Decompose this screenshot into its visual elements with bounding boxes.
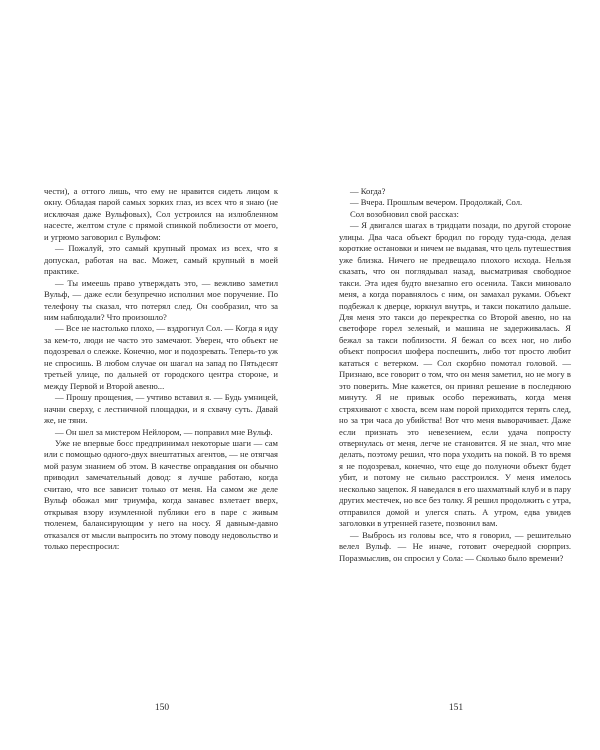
paragraph: Сол возобновил свой рассказ: <box>350 208 459 219</box>
paragraph: — Все не настолько плохо, — вздрогнул Сол. — Когда я иду за кем-то, люди не часто это замечают. Уверен, что объект не подозревал о слежке. Конечно, мог и подозревать. Теперь-то уж не спросишь. В любом случае он шагал на запад по Пятьдесят третьей улице, по дальней от городского центра стороне, и между Первой и Второй авеню... <box>44 323 278 391</box>
right-page-text <box>339 186 571 564</box>
paragraph: Уже не впервые босс предпринимал некоторые шаги — сам или с помощью одного-двух внештатных агентов, — не отягчая мой разум знанием об этом. В качестве оправдания он обычно приводил замечательный довод: я лучше работаю, когда считаю, что все зависит только от меня. На самом же деле Вульф обожал миг триумфа, когда занавес взлетает вверх, открывая взору изумленной публики его в паре с живым тюленем, балансирующим у него на носу. Я давным-давно отказался от мысли выпросить по этому поводу недовольство и только переспросил: <box>44 437 278 552</box>
paragraph: — Он шел за мистером Нейлором, — поправил мне Вульф. <box>55 426 273 437</box>
paragraph: — Я двигался шагах в тридцати позади, по другой стороне улицы. Два часа объект бродил по городу туда-сюда, делая короткие остановки и ничем не выдавая, что цель путешествия уже близка. Ничего не предвещало плохого исхода. Нельзя сказать, что он поглядывал назад, высматривая свободное такси. Эта идея будто внезапно его осенила. Такси миновало меня, а когда поравнялось с ним, он замахал руками. Объект подбежал к дверце, юркнул внутрь, и такси покатило дальше. Для меня это такси до перекрестка со Второй авеню, но на светофоре горел зеленый, и машина не задерживалась. Я бежал за такси поблизости. Я бежал со всех ног, но либо объект попросил шофера поспешить, либо тот просто любит кататься с ветерком. — Сол скорбно помотал головой. — Признаю, все говорит о том, что он меня заметил, но не могу в это поверить. Мне кажется, он принял решение в последнюю минуту. Я не привык особо переживать, когда меня стряхивают с хвоста, всем нам порой приходится терять след, но за три часа до убийства! Вот что меня выворачивает. Даже если признать это невезением, если удача попросту отвернулась от меня, легче не становится. Я не знал, что мне делать, поэтому решил, что пора уходить на покой. В то время я не подозревал, конечно, что еще до полуночи объект будет убит, и потому не сильно расстроился. У меня имелось несколько зацепок. Я наведался в его шахматный клуб и в пару других местечек, но все без толку. Я решил продолжить с утра, отправился домой и улегся спать. А утром, едва увидев заголовки в утренней газете, позвонил вам. <box>339 220 571 529</box>
paragraph: — Ты имеешь право утверждать это, — вежливо заметил Вульф, — даже если безупречно исполнил мое поручение. По телефону ты сказал, что потерял след. Он сообразил, что за ним наблюдали? Что произошло? <box>44 277 278 322</box>
paragraph: — Вчера. Прошлым вечером. Продолжай, Сол. <box>350 197 523 208</box>
paragraph: — Выбрось из головы все, что я говорил, — решительно велел Вульф. — Не иначе, готовит очередной сюрприз. Поразмыслив, он спросил у Сола: — Сколько было времени? <box>339 529 571 563</box>
paragraph: чести), а оттого лишь, что ему не нравится сидеть лицом к окну. Обладая парой самых зорких глаз, из всех что я знаю (не исключая даже Вульфовых), Сол устроился на излюбленном насесте, желтом стуле с прямой спинкой поблизости от моего, и угрюмо заговорил с Вульфом: <box>44 186 278 242</box>
paragraph: — Когда? <box>350 186 386 196</box>
page-number-right: 151 <box>448 703 464 713</box>
paragraph: — Пожалуй, это самый крупный промах из всех, что я допускал, работая на вас. Может, самый крупный в моей практике. <box>44 243 278 277</box>
left-page-text <box>44 186 278 553</box>
paragraph: — Прошу прощения, — учтиво вставил я. — Будь умницей, начни сверху, с лестничной площадки, и я схвачу суть. Давай же, не тяни. <box>44 392 278 426</box>
page-number-left: 150 <box>154 703 170 713</box>
